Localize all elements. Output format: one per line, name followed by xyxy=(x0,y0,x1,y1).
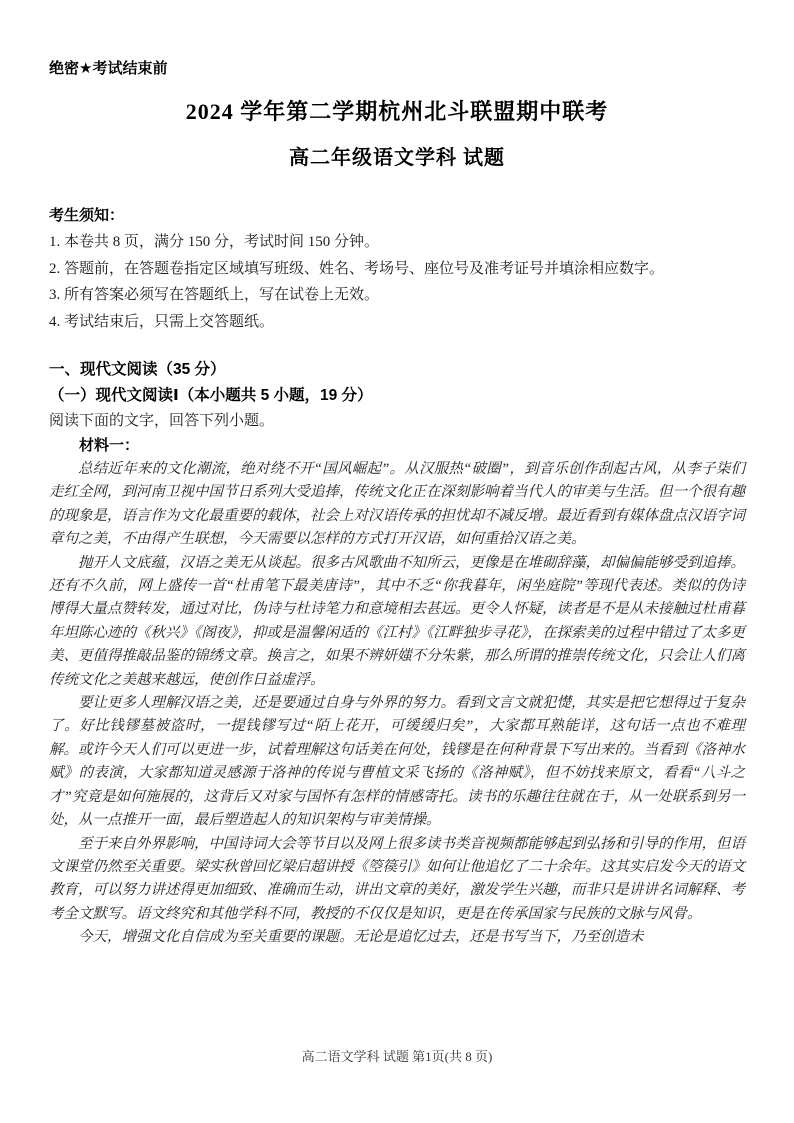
notice-item-2: 2. 答题前，在答题卷指定区域填写班级、姓名、考场号、座位号及准考证号并填涂相应数字。 xyxy=(49,260,665,277)
reading-instruction: 阅读下面的文字，回答下列小题。 xyxy=(49,413,275,429)
notice-item-1: 1. 本卷共 8 页，满分 150 分，考试时间 150 分钟。 xyxy=(49,234,380,250)
material-paragraph-1: 总结近年来的文化潮流，绝对绕不开“国风崛起”。从汉服热“破圈”，到音乐创作刮起古风，从李子柒们走红全网，到河南卫视中国节日系列大受追捧，传统文化正在深刻影响着当代人的审美与生活。但一个很有趣的现象是，语言作为文化最重要的载体，社会上对汉语传承的担忧却不减反增。最近看到有媒体盘点汉语字词章句之美，不由得产生联想，今天需要以怎样的方式打开汉语，如何重拾汉语之美。 xyxy=(49,461,745,548)
section-subsection-heading: （一）现代文阅读Ⅰ（本小题共 5 小题，19 分） xyxy=(49,387,373,404)
page-footer: 高二语文学科 试题 第1页(共 8 页) xyxy=(301,1049,493,1064)
exam-subtitle: 高二年级语文学科 试题 xyxy=(289,147,505,169)
exam-title: 2024 学年第二学期杭州北斗联盟期中联考 xyxy=(185,99,609,124)
notice-heading: 考生须知： xyxy=(49,207,125,224)
modern-reading-section xyxy=(49,357,745,950)
material-paragraph-2: 抛开人文底蕴，汉语之美无从谈起。很多古风歌曲不知所云，更像是在堆砌辞藻，却偏偏能够受到追捧。还有不久前，网上盛传一首“杜甫笔下最美唐诗”，其中不乏“你我暮年，闲坐庭院”等现代表述。类似的伪诗博得大量点赞转发，通过对比，伪诗与杜诗笔力和意境相去甚远。更令人怀疑，读者是不是从未接触过杜甫暮年坦陈心迹的《秋兴》《阁夜》，抑或是温馨闲适的《江村》《江畔独步寻花》，在探索美的过程中错过了太多更美、更值得推敲品鉴的锦绣文章。换言之，如果不辨妍媸不分朱紫，那么所谓的推崇传统文化，只会让人们离传统文化之美越来越远，使创作日益虚浮。 xyxy=(49,554,745,688)
material-paragraph-4: 至于来自外界影响，中国诗词大会等节目以及网上很多读书类音视频都能够起到弘扬和引导的作用，但语文课堂仍然至关重要。梁实秋曾回忆梁启超讲授《箜篌引》如何让他追忆了二十余年。这其实启发今天的语文教育，可以努力讲述得更加细致、准确而生动，讲出文章的美好，激发学生兴趣，而非只是讲讲名词解释、考考全文默写。语文终究和其他学科不同，教授的不仅仅是知识，更是在传承国家与民族的文脉与风骨。 xyxy=(49,835,745,922)
material-paragraph-5: 今天，增强文化自信成为至关重要的课题。无论是追忆过去，还是书写当下，乃至创造未 xyxy=(78,929,644,946)
notice-item-4: 4. 考试结束后，只需上交答题纸。 xyxy=(49,313,275,330)
material-paragraph-3: 要让更多人理解汉语之美，还是要通过自身与外界的努力。看到文言文就犯憷，其实是把它想得过于复杂了。好比钱镠墓被盗时，一提钱镠写过“陌上花开，可缓缓归矣”，大家都耳熟能详，这句话一点也不难理解。或许今天人们可以更进一步，试着理解这句话美在何处，钱镠是在何种背景下写出来的。当看到《洛神水赋》的表演，大家都知道灵感源于洛神的传说与曹植文采飞扬的《洛神赋》，但不妨找来原文，看看“八斗之才”究竟是如何施展的，这背后又对家与国怀有怎样的情感寄托。读书的乐趣往往就在于，从一处联系到另一处，从一点推开一面，最后塑造起人的知识架构与审美情操。 xyxy=(49,695,745,829)
section-part-heading: 一、现代文阅读（35 分） xyxy=(49,361,226,378)
material-one-label: 材料一： xyxy=(79,437,140,454)
classification-banner: 绝密★考试结束前 xyxy=(49,60,168,77)
notice-item-3: 3. 所有答案必须写在答题纸上，写在试卷上无效。 xyxy=(49,287,380,303)
candidate-notice xyxy=(49,203,745,335)
